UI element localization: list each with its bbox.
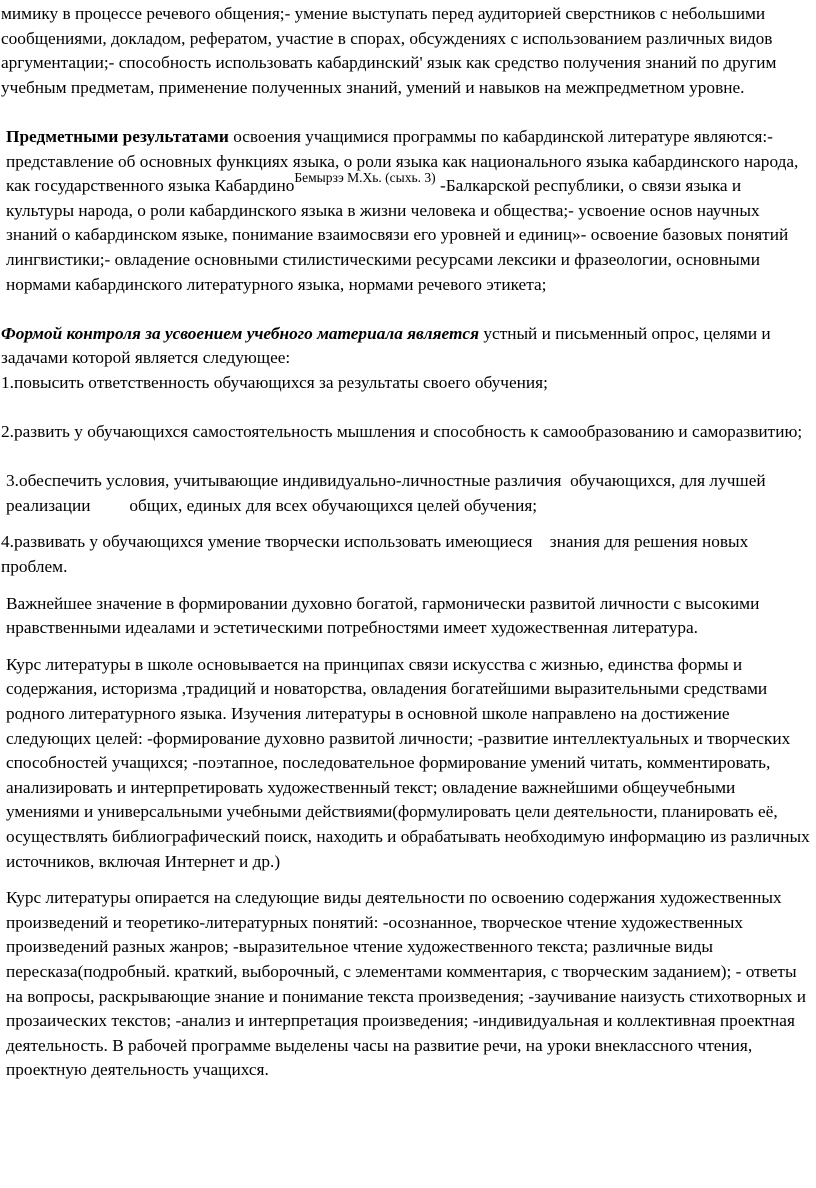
control-form-heading: Формой контроля за усвоением учебного материала является: [1, 323, 480, 343]
spacer: [1, 396, 810, 421]
spacer: [1, 445, 810, 470]
paragraph-activities: Курс литературы опирается на следующие виды деятельности по освоению содержания художественных произведений и теоретико-литературных понятий: -осознанное, творческое чтение художественных произведений разных жанров; -выразительное чтение художественного текста; различные виды пересказа(подробный. краткий, выборочный, с элементами комментария, с творческим заданием); - ответы на вопросы, раскрывающие знание и понимание текста произведения; -заучивание наизусть стихотворных и прозаических текстов; -анализ и интерпретация произведения; -индивидуальная и коллективная проектная деятельность. В рабочей программе выделены часы на развитие речи, на уроки внеклассного чтения, проектную деятельность учащихся.: [6, 888, 806, 1080]
spacer: [1, 518, 810, 530]
paragraph-skills: мимику в процессе речевого общения;- умение выступать перед аудиторией сверстников с небольшими сообщениями, докладом, рефератом, участие в спорах, обсуждениях с использованием различных видов аргументации;- способность использовать кабардинский' язык как средство получения знаний по другим учебным предметам, применение полученных знаний, умений и навыков на межпредметном уровне.: [1, 4, 777, 97]
spacer: [1, 297, 810, 322]
spacer: [1, 580, 810, 592]
paragraph-course-principles: Курс литературы в школе основывается на принципах связи искусства с жизнью, единства формы и содержания, историзма ,традиций и новаторства, овладения богатейшими выразительными средствами родного литературного языка. Изучения литературы в основной школе направлено на достижение следующих целей: -формирование духовно развитой личности; -развитие интеллектуальных и творческих способностей учащихся; -поэтапное, последовательное формирование умений читать, комментировать, анализировать и интерпретировать художественный текст; овладение важнейшими общеучебными умениями и универсальными учебными действиями(формулировать цели деятельности, планировать её, осуществлять библиографический поиск, находить и обрабатывать необходимую информацию из различных источников, включая Интернет и др.): [6, 654, 810, 871]
paragraph-control-form: [1, 322, 810, 371]
spacer: [1, 100, 810, 125]
subject-results-text-a: освоения учащимися программы по кабардинской литературе являются:- представление об основных функциях языка, о роли языка как национального языка кабардинского народа, как государственного языка Кабардино: [6, 126, 799, 196]
control-form-text: устный и письменный опрос, целями и задачами которой является следующее:: [1, 323, 771, 368]
subject-results-text-b: -Балкарской республики, о связи языка и культуры народа, о роли кабардинского языка в жизни человека и общества;- усвоение основ научных знаний о кабардинском языке, понимание взаимосвязи его уровней и единиц»- освоение базовых понятий лингвистики;- овладение основными стилистическими ресурсами лексики и фразеологии, основными нормами кабардинского литературного языка, нормами речевого этикета;: [6, 176, 789, 294]
list-item-2: 2.развить у обучающихся самостоятельность мышления и способность к самообразованию и саморазвитию;: [1, 422, 803, 442]
spacer: [1, 641, 810, 653]
list-item-3: 3.обеспечить условия, учитывающие индивидуально-личностные различия обучающихся, для лучшей реализации общих, единых для всех обучающихся целей обучения;: [6, 471, 770, 515]
spacer: [1, 874, 810, 886]
paragraph-subject-results: [1, 125, 810, 297]
list-item-4: 4.развивать у обучающихся умение творчески использовать имеющиеся знания для решения новых проблем.: [1, 532, 753, 577]
paragraph-importance: Важнейшее значение в формировании духовно богатой, гармонически развитой личности с высокими нравственными идеалами и эстетическими потребностями имеет художественная литература.: [6, 593, 760, 638]
list-item-1: 1.повысить ответственность обучающихся за результаты своего обучения;: [1, 372, 548, 392]
subject-results-heading: Предметными результатами: [6, 126, 229, 146]
inline-annotation: Бемырзэ М.Хь. (сыхь. 3): [294, 170, 436, 186]
